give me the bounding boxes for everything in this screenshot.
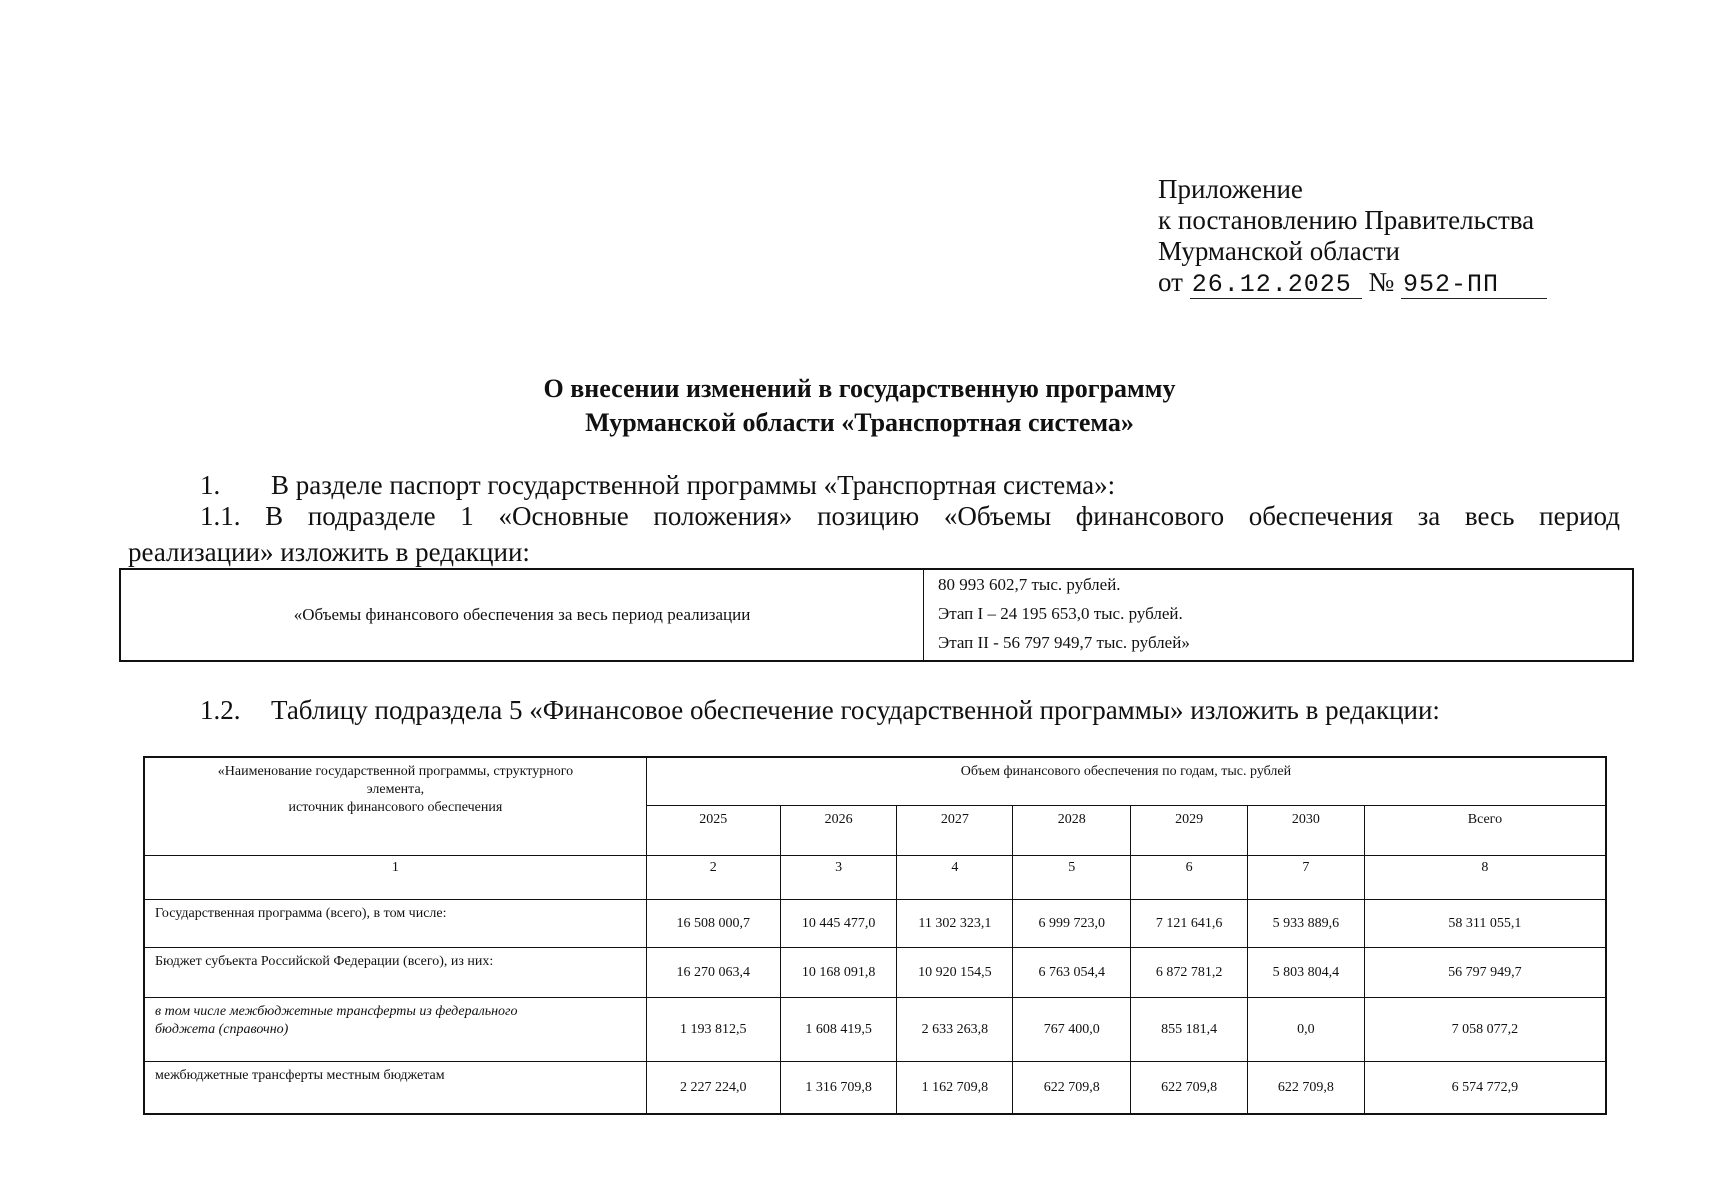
cell-2025: 16 270 063,4 — [646, 948, 780, 998]
section-1-1-word: «Основные — [498, 501, 629, 531]
cell-2027: 11 302 323,1 — [897, 900, 1013, 948]
cell-2028: 767 400,0 — [1013, 998, 1131, 1062]
year-header: 2029 — [1131, 806, 1248, 856]
row-name: Бюджет субъекта Российской Федерации (всего), из них: — [144, 948, 646, 998]
column-number: 2 — [646, 856, 780, 900]
section-1-1-continuation: реализации» изложить в редакции: — [128, 537, 530, 567]
cell-2026: 1 316 709,8 — [780, 1062, 897, 1115]
section-1-1-word: В — [265, 501, 284, 531]
column-header-volume: Объем финансового обеспечения по годам, тыс. рублей — [646, 757, 1606, 806]
cell-2027: 2 633 263,8 — [897, 998, 1013, 1062]
appendix-title: Приложение — [1158, 174, 1303, 204]
passport-stage-2: Этап II - 56 797 949,7 тыс. рублей» — [938, 633, 1190, 652]
cell-2028: 6 999 723,0 — [1013, 900, 1131, 948]
appendix-subtitle: к постановлению Правительства — [1158, 205, 1535, 235]
header-name-line: источник финансового обеспечения — [288, 800, 503, 815]
row-name: межбюджетные трансферты местным бюджетам — [144, 1062, 646, 1115]
column-number: 7 — [1247, 856, 1364, 900]
year-header: 2025 — [646, 806, 780, 856]
cell-2029: 7 121 641,6 — [1131, 900, 1248, 948]
document-title-line-2: Мурманской области «Транспортная система» — [585, 408, 1134, 437]
section-1-1-word: за — [1417, 501, 1441, 531]
cell-2026: 10 445 477,0 — [780, 900, 897, 948]
cell-2025: 1 193 812,5 — [646, 998, 780, 1062]
passport-stage-1: Этап I – 24 195 653,0 тыс. рублей. — [938, 604, 1183, 623]
column-header-name — [144, 757, 646, 856]
date-prefix: от — [1158, 267, 1183, 297]
appendix-region: Мурманской области — [1158, 236, 1400, 266]
cell-2030: 5 933 889,6 — [1247, 900, 1364, 948]
appendix-header — [1158, 174, 1547, 299]
header-name-line: «Наименование государственной программы, структурного — [217, 764, 574, 779]
section-1-2 — [200, 694, 1440, 726]
cell-total: 6 574 772,9 — [1364, 1062, 1606, 1115]
passport-row — [120, 569, 1633, 661]
table-row — [144, 998, 1606, 1062]
section-1-1-word: позицию — [817, 501, 920, 531]
table-row — [144, 900, 1606, 948]
cell-2028: 6 763 054,4 — [1013, 948, 1131, 998]
cell-2027: 1 162 709,8 — [897, 1062, 1013, 1115]
section-1 — [200, 469, 1115, 501]
cell-total: 7 058 077,2 — [1364, 998, 1606, 1062]
column-number: 3 — [780, 856, 897, 900]
passport-values — [924, 569, 1634, 661]
section-1-1-word: 1 — [460, 501, 474, 531]
section-1-1-word: обеспечения — [1248, 501, 1393, 531]
section-1-number: 1. — [200, 470, 221, 500]
cell-2029: 6 872 781,2 — [1131, 948, 1248, 998]
cell-total: 56 797 949,7 — [1364, 948, 1606, 998]
finance-table — [143, 756, 1607, 1115]
cell-2030: 0,0 — [1247, 998, 1364, 1062]
year-header: 2028 — [1013, 806, 1131, 856]
passport-table — [119, 568, 1634, 662]
row-name — [144, 998, 646, 1062]
section-1-1-word: положения» — [653, 501, 793, 531]
table-header-row — [144, 757, 1606, 806]
cell-2025: 16 508 000,7 — [646, 900, 780, 948]
cell-2029: 622 709,8 — [1131, 1062, 1248, 1115]
section-1-2-text: Таблицу подраздела 5 «Финансовое обеспечение государственной программы» изложить в редакции: — [271, 695, 1440, 725]
column-number: 8 — [1364, 856, 1606, 900]
year-header: 2027 — [897, 806, 1013, 856]
row-name-line: бюджета (справочно) — [155, 1022, 289, 1037]
column-number: 5 — [1013, 856, 1131, 900]
year-header: 2026 — [780, 806, 897, 856]
decree-date: 26.12.2025 — [1190, 272, 1362, 299]
row-name-line: в том числе межбюджетные трансферты из федерального — [155, 1004, 518, 1019]
section-1-1-word: 1.1. — [200, 501, 241, 531]
appendix-date-line — [1158, 267, 1547, 299]
table-row — [144, 948, 1606, 998]
column-number: 1 — [144, 856, 646, 900]
passport-label: «Объемы финансового обеспечения за весь период реализации — [120, 569, 924, 661]
passport-total: 80 993 602,7 тыс. рублей. — [938, 575, 1121, 594]
cell-2028: 622 709,8 — [1013, 1062, 1131, 1115]
document-title-line-1: О внесении изменений в государственную программу — [543, 374, 1176, 403]
section-1-1-word: весь — [1464, 501, 1515, 531]
column-number: 6 — [1131, 856, 1248, 900]
section-1-1-word: период — [1539, 501, 1620, 531]
decree-number: 952-ПП — [1401, 272, 1547, 299]
cell-2026: 10 168 091,8 — [780, 948, 897, 998]
section-1-1-word: финансового — [1075, 501, 1225, 531]
section-1-1-word: подразделе — [307, 501, 436, 531]
cell-2029: 855 181,4 — [1131, 998, 1248, 1062]
section-1-1-word: «Объемы — [943, 501, 1052, 531]
section-1-1 — [200, 500, 1620, 532]
column-number: 4 — [897, 856, 1013, 900]
total-header: Всего — [1364, 806, 1606, 856]
table-row — [144, 1062, 1606, 1115]
section-1-2-number: 1.2. — [200, 695, 241, 725]
number-sign: № — [1368, 267, 1395, 297]
cell-2027: 10 920 154,5 — [897, 948, 1013, 998]
cell-2030: 5 803 804,4 — [1247, 948, 1364, 998]
column-number-row — [144, 856, 1606, 900]
cell-2030: 622 709,8 — [1247, 1062, 1364, 1115]
cell-2026: 1 608 419,5 — [780, 998, 897, 1062]
document-title — [0, 372, 1719, 440]
section-1-text: В разделе паспорт государственной программы «Транспортная система»: — [271, 470, 1116, 500]
cell-total: 58 311 055,1 — [1364, 900, 1606, 948]
year-header: 2030 — [1247, 806, 1364, 856]
header-name-line: элемента, — [366, 782, 425, 797]
row-name: Государственная программа (всего), в том числе: — [144, 900, 646, 948]
cell-2025: 2 227 224,0 — [646, 1062, 780, 1115]
